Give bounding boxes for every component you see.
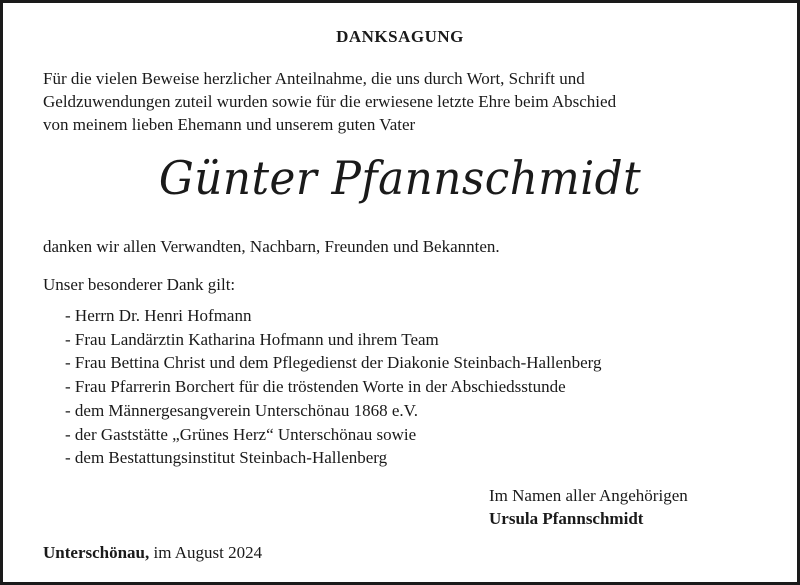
list-item: - Frau Bettina Christ und dem Pflegedienst der Diakonie Steinbach-Hallenberg <box>65 353 602 373</box>
list-item: - dem Bestattungsinstitut Steinbach-Hallenberg <box>65 448 388 468</box>
list-item: - Frau Landärztin Katharina Hofmann und ihrem Team <box>65 329 439 349</box>
signature-line: Im Namen aller Angehörigen <box>489 486 688 505</box>
date: im August 2024 <box>149 543 263 562</box>
list-item: - dem Männergesangverein Unterschönau 1868 e.V. <box>65 400 418 420</box>
thanks-line: danken wir allen Verwandten, Nachbarn, Freunden und Bekannten. <box>43 237 500 256</box>
signature-block <box>489 484 688 530</box>
list-item: - Frau Pfarrerin Borchert für die tröstenden Worte in der Abschiedsstunde <box>65 377 566 397</box>
notice-title: DANKSAGUNG <box>336 27 464 46</box>
intro-text <box>43 67 743 136</box>
special-thanks-heading: Unser besonderer Dank gilt: <box>43 275 236 294</box>
intro-line: von meinem lieben Ehemann und unserem guten Vater <box>43 115 416 134</box>
intro-line: Geldzuwendungen zuteil wurden sowie für die erwiesene letzte Ehre beim Abschied <box>43 92 617 111</box>
intro-line: Für die vielen Beweise herzlicher Anteilnahme, die uns durch Wort, Schrift und <box>43 69 585 88</box>
place-date <box>43 543 262 563</box>
signature-name: Ursula Pfannschmidt <box>489 509 644 528</box>
place: Unterschönau, <box>43 543 150 562</box>
deceased-name: Günter Pfannschmidt <box>158 151 642 205</box>
list-item: - der Gaststätte „Grünes Herz“ Unterschönau sowie <box>65 424 417 444</box>
list-item: - Herrn Dr. Henri Hofmann <box>65 306 252 325</box>
special-thanks-list <box>65 304 601 470</box>
